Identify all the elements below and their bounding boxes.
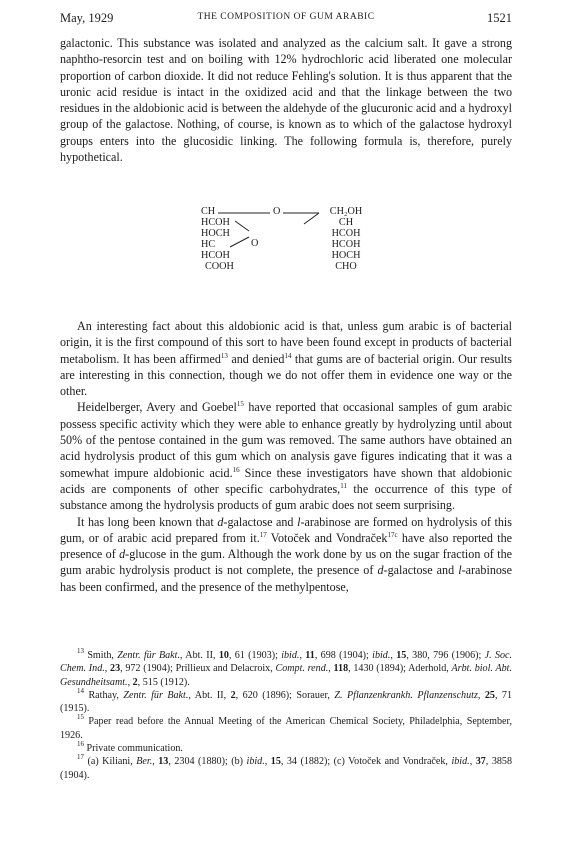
journal-name: ibid. <box>246 756 265 768</box>
footnote-number: 15 <box>77 713 84 722</box>
footnote-text: , Abt. II, <box>180 650 219 661</box>
footnote-text: , 380, 796 (1906); <box>406 650 485 661</box>
paragraph-4-part: Votoček and Vondraček <box>266 530 388 545</box>
footnote-text: , <box>477 689 485 701</box>
paragraph-3-part: have reported that occasional samples of gum arabic possess specific activity which they were able to enhance greatly by hydrolyzing until about 50% of the pentose contained in the gum was removed. The same authors have obtained an acid hydrolysis product of this gum which on analysis gave figures indicating that it was a somewhat impure aldobionic acid. <box>60 400 512 480</box>
footnote-ref-13[interactable]: 13 <box>220 351 228 360</box>
formula-right-c5: HOCH <box>331 249 361 261</box>
paragraph-1-text: galactonic. This substance was isolated and analyzed as the calcium salt. It gave a strong naphtho-resorcin test and on boiling with 12% hydrochloric acid liberated one molecular proportion of carbon dioxide. It did not reduce Fehling's solution. It is thus apparent that the uronic acid residue is intact in the oxidized acid and that the linkage between the two residues in the aldobionic acid is between the aldehyde of the glucuronic acid and a hydroxyl group of the galactose. Nothing, of course, is known as to which of the galactose hydroxyl groups enters into the glucosidic linking. The following formula is, therefore, purely hypothetical. <box>60 36 512 165</box>
formula-bridge-oxygen: O <box>273 206 281 217</box>
footnote-text: Private communication. <box>84 743 183 755</box>
footnote-ref-17[interactable]: 17 <box>259 530 267 539</box>
volume-number: 2 <box>230 689 236 701</box>
journal-name: Compt. rend. <box>275 663 329 675</box>
footnote-text: , <box>328 663 334 675</box>
structural-formula <box>60 207 512 315</box>
footnote-text: , 71 (1915). <box>60 689 513 715</box>
journal-name: ibid. <box>451 756 470 768</box>
footnote-14 <box>60 686 513 716</box>
footnote-text: Smith, <box>84 650 118 661</box>
footnote-text: , <box>127 676 133 688</box>
paragraph-4-part: -glucose in the gum. Although the work done by us on the sugar fraction of the gum arabic hydrolysis product is not complete, the presence of <box>60 547 512 578</box>
formula-left-c3: HOCH <box>201 227 230 239</box>
footnote-text: , 698 (1904); <box>314 650 373 661</box>
formula-left-c2: HCOH <box>201 216 230 228</box>
footnote-16 <box>60 742 512 755</box>
footnote-text: , Abt. II, <box>188 689 231 701</box>
volume-number: 15 <box>270 756 281 768</box>
footnote-ref-15[interactable]: 15 <box>236 400 244 409</box>
paragraph-3-part: Since these investigators have shown that aldobionic acids are components of other specific carbohydrates, <box>60 465 512 496</box>
header-running-title: THE COMPOSITION OF GUM ARABIC <box>197 12 375 22</box>
journal-name: Zentr. für Bakt. <box>123 689 189 701</box>
formula-right-c6: CHO <box>335 260 357 272</box>
formula-ring-oxygen: O <box>251 238 259 249</box>
paragraph-4 <box>60 514 512 595</box>
volume-number: 15 <box>396 650 407 661</box>
formula-right-c2: CH <box>338 216 354 228</box>
footnote-text: , 1430 (1894); Aderhold, <box>348 663 452 675</box>
volume-number: 118 <box>333 663 349 675</box>
italic-prefix: d <box>119 547 126 562</box>
paragraph-4-part: -galactose and <box>383 563 459 578</box>
footnote-number: 14 <box>77 686 84 695</box>
volume-number: 25 <box>484 689 495 701</box>
journal-name: ibid. <box>281 650 300 661</box>
footnote-text: , <box>469 756 476 768</box>
volume-number: 37 <box>475 756 486 768</box>
journal-name: Zentr. für Bakt. <box>117 650 180 661</box>
italic-prefix: l <box>297 514 301 529</box>
volume-number: 10 <box>218 650 229 661</box>
italic-prefix: d <box>377 563 384 578</box>
footnote-text: , 34 (1882); (c) Votoček and Vondraček, <box>280 756 452 768</box>
formula-left-c4: HC <box>201 238 216 250</box>
header-page-number: 1521 <box>487 11 512 25</box>
volume-number: 11 <box>305 650 315 661</box>
footnote-ref-16[interactable]: 16 <box>232 465 240 474</box>
footnote-text: , 61 (1903); <box>228 650 282 661</box>
formula-left-c6: COOH <box>205 260 234 272</box>
footnote-13 <box>60 649 512 689</box>
paragraph-3-part: Heidelberger, Avery and Goebel <box>77 400 237 415</box>
paragraph-4-part: -arabinose has been confirmed, and the presence of the methylpentose, <box>60 563 512 594</box>
formula-left-c5: HCOH <box>201 249 230 261</box>
volume-number: 2 <box>132 676 138 688</box>
volume-number: 23 <box>110 663 121 675</box>
paragraph-2-part: that gums are of bacterial origin. Our results are interesting in this connection, though we do not offer them in evidence one way or the other. <box>60 351 512 399</box>
formula-right-c1: CH₂OH <box>329 206 363 217</box>
footnote-text: , 620 (1896); Sorauer, <box>235 689 335 701</box>
footnotes <box>60 649 512 782</box>
paragraph-3-part: the occurrence of this type of substance among the hydrolysis products of gum arabic does not seem surprising. <box>60 481 512 513</box>
paragraph-4-part: -arabinose are formed on hydrolysis of this gum, or of arabic acid prepared from it. <box>60 514 512 545</box>
footnote-17 <box>60 755 512 782</box>
footnote-text: , 972 (1904); Prillieux and Delacroix, <box>120 663 276 675</box>
paragraph-2-part: and denied <box>227 351 285 366</box>
paragraph-4-part: -galactose and <box>223 514 298 529</box>
formula-bonds <box>60 207 512 315</box>
journal-name: Z. Pflanzenkrankh. Pflanzenschutz <box>334 689 478 701</box>
volume-number: 13 <box>158 756 169 768</box>
paragraph-1 <box>60 35 512 165</box>
journal-name: ibid. <box>372 650 391 661</box>
paragraph-4-part: have also reported the presence of <box>60 530 512 562</box>
journal-name: Ber. <box>136 756 153 768</box>
paragraph-3 <box>60 399 512 513</box>
footnote-number: 16 <box>77 740 84 749</box>
paragraph-2-part: An interesting fact about this aldobionic acid is that, unless gum arabic is of bacterial origin, it is the first compound of this sort to have been found except in products of bacterial metabolism. It has been affirmed <box>60 319 512 366</box>
formula-right-c4: HCOH <box>331 238 361 250</box>
italic-prefix: l <box>458 563 462 578</box>
paragraph-4-part: It has long been known that <box>77 514 218 529</box>
footnote-text: , <box>390 650 397 661</box>
footnote-text: Rathay, <box>84 689 124 701</box>
journal-name: J. Soc. Chem. Ind. <box>60 650 513 675</box>
running-header <box>60 11 512 27</box>
footnote-number: 17 <box>77 753 84 762</box>
header-date: May, 1929 <box>60 11 114 25</box>
footnote-number: 13 <box>77 647 84 655</box>
formula-left-c1: CH <box>201 206 216 217</box>
formula-right-chain <box>318 207 374 272</box>
formula-left-chain <box>201 207 249 272</box>
footnote-text: , <box>152 756 159 768</box>
footnote-text: Paper read before the Annual Meeting of the American Chemical Society, Philadelphia, September, 1926. <box>60 716 512 741</box>
footnote-text: , 3858 (1904). <box>60 756 512 781</box>
footnote-text: , <box>104 663 111 675</box>
footnote-text: , <box>299 650 306 661</box>
body-text <box>60 318 512 595</box>
paragraph-2 <box>60 318 512 399</box>
footnote-text: (a) Kiliani, <box>84 756 137 768</box>
footnote-ref-11[interactable]: 11 <box>340 481 347 490</box>
footnote-15 <box>60 715 512 742</box>
italic-prefix: d <box>217 514 224 529</box>
footnote-text: , 515 (1912). <box>137 676 190 688</box>
footnote-text: , <box>264 756 271 768</box>
footnote-ref-14[interactable]: 14 <box>284 351 292 360</box>
footnote-ref-17c[interactable]: 17c <box>387 530 398 539</box>
formula-right-c3: HCOH <box>331 227 361 239</box>
journal-name: Arbt. biol. Abt. Gesundheitsamt. <box>60 663 513 688</box>
footnote-text: , 2304 (1880); (b) <box>168 756 247 768</box>
